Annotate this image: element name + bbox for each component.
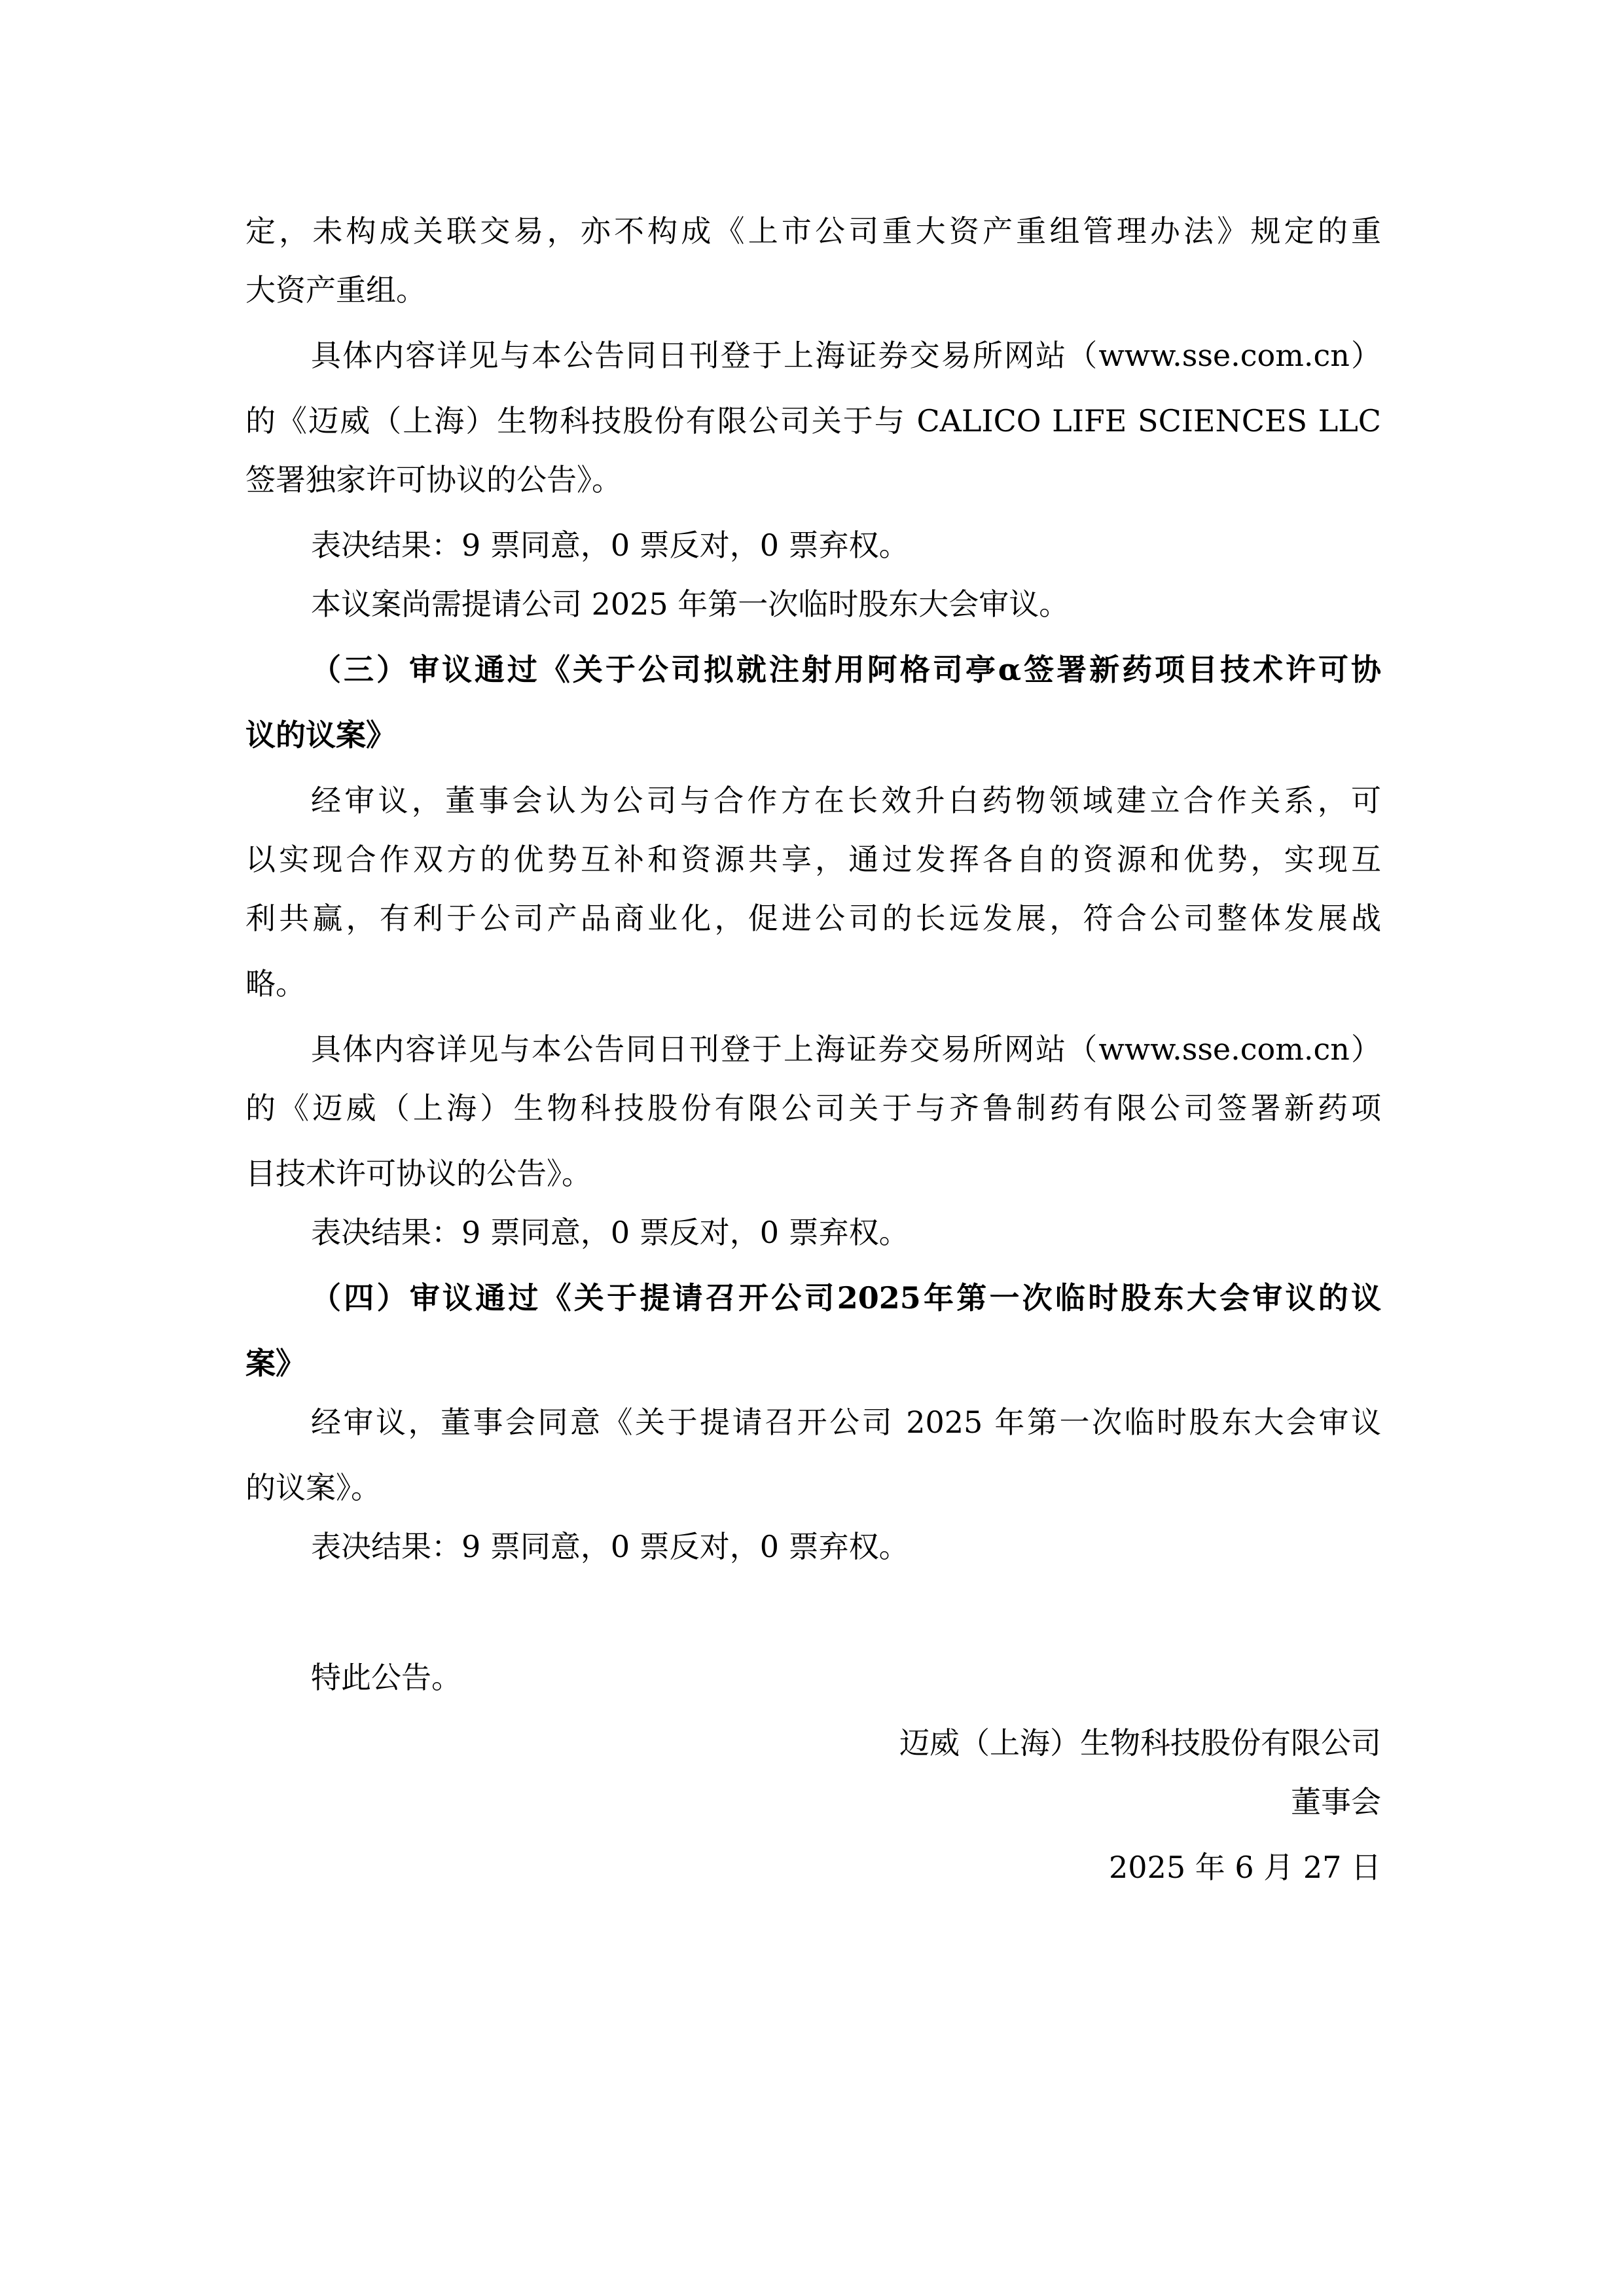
paragraph-line: 大资产重组。 <box>245 272 426 308</box>
vote-result: 表决结果：9 票同意，0 票反对，0 票弃权。 <box>311 1215 909 1250</box>
paragraph-line: 经审议，董事会同意《关于提请召开公司 2025 年第一次临时股东大会审议 <box>311 1405 1381 1440</box>
paragraph-line: 的议案》。 <box>245 1470 381 1505</box>
section-heading: 议的议案》 <box>245 717 396 753</box>
paragraph-line: 签署独家许可协议的公告》。 <box>245 462 622 497</box>
closing-statement: 特此公告。 <box>311 1660 461 1695</box>
paragraph-line: 的《迈威（上海）生物科技股份有限公司关于与 CALICO LIFE SCIENCES LLC <box>245 403 1381 439</box>
signature-date: 2025 年 6 月 27 日 <box>1109 1850 1381 1885</box>
paragraph-line: 利共赢，有利于公司产品商业化，促进公司的长远发展，符合公司整体发展战 <box>245 901 1381 936</box>
paragraph-line: 目技术许可协议的公告》。 <box>245 1156 592 1191</box>
paragraph-line: 略。 <box>245 966 306 1001</box>
section-heading: 案》 <box>245 1346 306 1381</box>
section-heading: （三）审议通过《关于公司拟就注射用阿格司亭α签署新药项目技术许可协 <box>311 652 1381 687</box>
vote-result: 表决结果：9 票同意，0 票反对，0 票弃权。 <box>311 528 909 563</box>
paragraph-line: 的《迈威（上海）生物科技股份有限公司关于与齐鲁制药有限公司签署新药项 <box>245 1090 1381 1126</box>
signature-company: 迈威（上海）生物科技股份有限公司 <box>899 1725 1381 1761</box>
paragraph-line: 经审议，董事会认为公司与合作方在长效升白药物领域建立合作关系，可 <box>311 783 1381 818</box>
section-heading: （四）审议通过《关于提请召开公司2025年第一次临时股东大会审议的议 <box>311 1280 1381 1316</box>
paragraph-line: 具体内容详见与本公告同日刊登于上海证券交易所网站（www.sse.com.cn） <box>311 1031 1381 1067</box>
signature-board: 董事会 <box>1291 1784 1381 1820</box>
paragraph-line: 以实现合作双方的优势互补和资源共享，通过发挥各自的资源和优势，实现互 <box>245 842 1381 877</box>
paragraph-line: 定，未构成关联交易，亦不构成《上市公司重大资产重组管理办法》规定的重 <box>245 213 1381 249</box>
approval-note: 本议案尚需提请公司 2025 年第一次临时股东大会审议。 <box>311 586 1070 622</box>
vote-result: 表决结果：9 票同意，0 票反对，0 票弃权。 <box>311 1529 909 1564</box>
paragraph-line: 具体内容详见与本公告同日刊登于上海证券交易所网站（www.sse.com.cn） <box>311 338 1381 373</box>
